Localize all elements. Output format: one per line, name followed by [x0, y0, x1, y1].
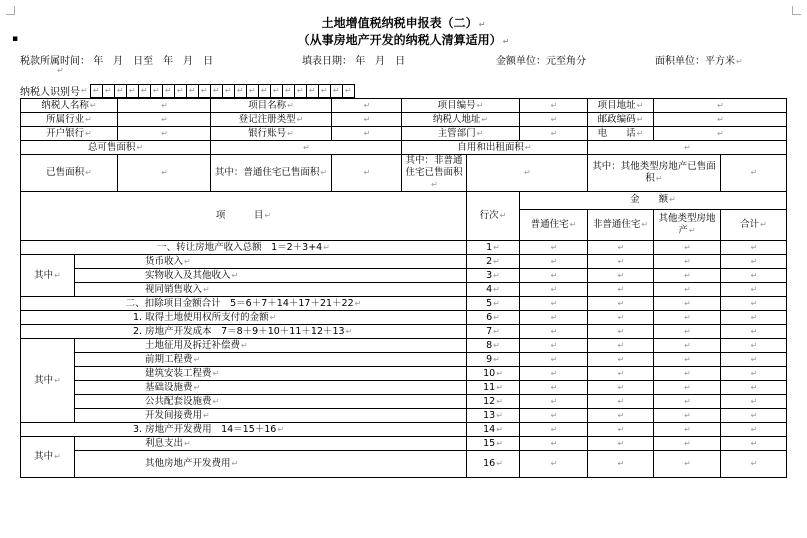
authority-field[interactable]: ↵ — [520, 127, 588, 141]
bank-field[interactable]: ↵ — [118, 127, 211, 141]
line-number: 14↵ — [467, 423, 520, 437]
amount-nonnormal-cell[interactable]: ↵ — [588, 423, 654, 437]
project-name-label: 项目名称↵ — [211, 99, 332, 113]
sold-normal-field[interactable]: ↵ — [332, 155, 402, 192]
project-addr-label: 项目地址↵ — [588, 99, 654, 113]
taxpayer-id-cell[interactable]: ↵ — [283, 84, 295, 98]
column-nonnormal: 非普通住宅↵ — [588, 209, 654, 240]
row-item: 视同销售收入↵ — [75, 283, 467, 297]
table-row — [21, 339, 787, 353]
taxpayer-id-cell[interactable]: ↵ — [307, 84, 319, 98]
amount-nonnormal-cell[interactable]: ↵ — [588, 437, 654, 451]
taxpayer-id-cell[interactable]: ↵ — [319, 84, 331, 98]
amount-unit: 金额单位：元至角分 — [496, 56, 586, 67]
amount-nonnormal-cell[interactable]: ↵ — [588, 325, 654, 339]
amount-other-cell[interactable]: ↵ — [654, 297, 721, 311]
amount-total-cell[interactable]: ↵ — [721, 269, 787, 283]
amount-total-cell[interactable]: ↵ — [721, 437, 787, 451]
authority-label: 主管部门↵ — [402, 127, 520, 141]
amount-normal-cell[interactable]: ↵ — [520, 339, 588, 353]
row-item: 2. 房地产开发成本 7＝8＋9＋10＋11＋12＋13↵ — [21, 325, 467, 339]
line-number: 7↵ — [467, 325, 520, 339]
header-row-2 — [21, 113, 787, 127]
amount-normal-cell[interactable]: ↵ — [520, 255, 588, 269]
taxpayer-id-cell[interactable]: ↵ — [223, 84, 235, 98]
column-header-row-1 — [21, 192, 787, 210]
sold-area-label: 已售面积↵ — [21, 155, 118, 192]
amount-normal-cell[interactable]: ↵ — [520, 353, 588, 367]
table-row — [21, 297, 787, 311]
line-number: 1↵ — [467, 241, 520, 255]
account-label: 银行账号↵ — [211, 127, 332, 141]
amount-other-cell[interactable]: ↵ — [654, 395, 721, 409]
amount-total-cell[interactable]: ↵ — [721, 381, 787, 395]
amount-nonnormal-cell[interactable]: ↵ — [588, 395, 654, 409]
amount-other-cell[interactable]: ↵ — [654, 255, 721, 269]
form-subtitle: （从事房地产开发的纳税人清算适用）↵ — [297, 33, 510, 47]
sold-other-field[interactable]: ↵ — [721, 155, 787, 192]
group-label: 其中↵ — [21, 437, 75, 478]
taxpayer-id-cell[interactable]: ↵ — [235, 84, 247, 98]
taxpayer-id-cell[interactable]: ↵ — [343, 84, 355, 98]
amount-nonnormal-cell[interactable]: ↵ — [588, 241, 654, 255]
taxpayer-id-cell[interactable]: ↵ — [151, 84, 163, 98]
tax-return-table — [20, 98, 787, 478]
project-no-field[interactable]: ↵ — [520, 99, 588, 113]
amount-total-cell[interactable]: ↵ — [721, 409, 787, 423]
line-number: 16↵ — [467, 451, 520, 478]
amount-other-cell[interactable]: ↵ — [654, 423, 721, 437]
amount-normal-cell[interactable]: ↵ — [520, 437, 588, 451]
amount-nonnormal-cell[interactable]: ↵ — [588, 283, 654, 297]
amount-total-cell[interactable]: ↵ — [721, 241, 787, 255]
taxpayer-id-label: 纳税人识别号 — [20, 87, 80, 98]
amount-other-cell[interactable]: ↵ — [654, 325, 721, 339]
reg-type-field[interactable]: ↵ — [332, 113, 402, 127]
table-row — [21, 311, 787, 325]
project-addr-field[interactable]: ↵ — [654, 99, 787, 113]
amount-other-cell[interactable]: ↵ — [654, 241, 721, 255]
bullet-mark: ▪ — [12, 34, 19, 44]
amount-total-cell[interactable]: ↵ — [721, 283, 787, 297]
fill-date-label: 填表日期： — [302, 56, 352, 67]
area-row-1 — [21, 141, 787, 155]
line-number: 6↵ — [467, 311, 520, 325]
amount-normal-cell[interactable]: ↵ — [520, 395, 588, 409]
row-item: 前期工程费↵ — [75, 353, 467, 367]
bank-label: 开户银行↵ — [21, 127, 118, 141]
taxpayer-id-cell[interactable]: ↵ — [175, 84, 187, 98]
table-row — [21, 241, 787, 255]
row-item: 实物收入及其他收入↵ — [75, 269, 467, 283]
table-row — [21, 409, 787, 423]
amount-nonnormal-cell[interactable]: ↵ — [588, 269, 654, 283]
table-row — [21, 353, 787, 367]
row-item: 1. 取得土地使用权所支付的金额↵ — [21, 311, 467, 325]
amount-nonnormal-cell[interactable]: ↵ — [588, 311, 654, 325]
sold-area-field[interactable]: ↵ — [118, 155, 211, 192]
amount-total-cell[interactable]: ↵ — [721, 297, 787, 311]
column-line: 行次↵ — [467, 192, 520, 241]
row-item: 3. 房地产开发费用 14＝15＋16↵ — [21, 423, 467, 437]
table-row — [21, 437, 787, 451]
line-number: 8↵ — [467, 339, 520, 353]
line-number: 13↵ — [467, 409, 520, 423]
amount-normal-cell[interactable]: ↵ — [520, 409, 588, 423]
amount-normal-cell[interactable]: ↵ — [520, 367, 588, 381]
taxpayer-id-cells[interactable] — [90, 84, 355, 98]
row-item: 土地征用及拆迁补偿费↵ — [75, 339, 467, 353]
phone-field[interactable]: ↵ — [654, 127, 787, 141]
amount-total-cell[interactable]: ↵ — [721, 339, 787, 353]
amount-nonnormal-cell[interactable]: ↵ — [588, 367, 654, 381]
amount-normal-cell[interactable]: ↵ — [520, 423, 588, 437]
amount-nonnormal-cell[interactable]: ↵ — [588, 297, 654, 311]
amount-nonnormal-cell[interactable]: ↵ — [588, 381, 654, 395]
taxpayer-id-cell[interactable]: ↵ — [139, 84, 151, 98]
row-item: 开发间接费用↵ — [75, 409, 467, 423]
taxpayer-id-cell[interactable]: ↵ — [90, 84, 103, 98]
amount-normal-cell[interactable]: ↵ — [520, 381, 588, 395]
line-number: 12↵ — [467, 395, 520, 409]
sold-nonnormal-field[interactable]: ↵ — [467, 155, 588, 192]
line-number: 10↵ — [467, 367, 520, 381]
amount-other-cell[interactable]: ↵ — [654, 381, 721, 395]
form-title: 土地增值税纳税申报表（二）↵ — [321, 16, 486, 30]
amount-normal-cell[interactable]: ↵ — [520, 311, 588, 325]
column-normal: 普通住宅↵ — [520, 209, 588, 240]
line-number: 3↵ — [467, 269, 520, 283]
amount-nonnormal-cell[interactable]: ↵ — [588, 409, 654, 423]
amount-other-cell[interactable]: ↵ — [654, 339, 721, 353]
amount-total-cell[interactable]: ↵ — [721, 353, 787, 367]
table-row — [21, 423, 787, 437]
taxpayer-id-cell[interactable]: ↵ — [295, 84, 307, 98]
taxpayer-id-cell[interactable]: ↵ — [271, 84, 283, 98]
taxpayer-id-cell[interactable]: ↵ — [331, 84, 343, 98]
amount-normal-cell[interactable]: ↵ — [520, 451, 588, 478]
row-item: 其他房地产开发费用↵ — [75, 451, 467, 478]
reg-type-label: 登记注册类型↵ — [211, 113, 332, 127]
table-row — [21, 381, 787, 395]
amount-total-cell[interactable]: ↵ — [721, 367, 787, 381]
taxpayer-name-field[interactable]: ↵ — [118, 99, 211, 113]
row-item: 基础设施费↵ — [75, 381, 467, 395]
amount-other-cell[interactable]: ↵ — [654, 283, 721, 297]
amount-nonnormal-cell[interactable]: ↵ — [588, 451, 654, 478]
taxpayer-id-cell[interactable]: ↵ — [103, 84, 115, 98]
table-row — [21, 395, 787, 409]
taxpayer-id-cell[interactable]: ↵ — [211, 84, 223, 98]
taxpayer-name-label: 纳税人名称↵ — [21, 99, 118, 113]
group-label: 其中↵ — [21, 339, 75, 423]
taxpayer-id-cell[interactable]: ↵ — [259, 84, 271, 98]
header-row-1 — [21, 99, 787, 113]
taxpayer-id-cell[interactable]: ↵ — [247, 84, 259, 98]
row-item: 二、扣除项目金额合计 5＝6＋7＋14＋17＋21＋22↵ — [21, 297, 467, 311]
column-other: 其他类型房地产↵ — [654, 209, 721, 240]
sold-other-label: 其中：其他类型房地产已售面积↵ — [588, 155, 721, 192]
tax-period — [20, 52, 213, 67]
taxpayer-id-cell[interactable]: ↵ — [187, 84, 199, 98]
fill-date-value[interactable]: 年 月 日 — [355, 56, 406, 67]
table-row — [21, 451, 787, 478]
row-item: 公共配套设施费↵ — [75, 395, 467, 409]
amount-other-cell[interactable]: ↵ — [654, 311, 721, 325]
amount-total-cell[interactable]: ↵ — [721, 311, 787, 325]
amount-nonnormal-cell[interactable]: ↵ — [588, 353, 654, 367]
taxpayer-addr-field[interactable]: ↵ — [520, 113, 588, 127]
industry-field[interactable]: ↵ — [118, 113, 211, 127]
header-row-3 — [21, 127, 787, 141]
column-total: 合计↵ — [721, 209, 787, 240]
taxpayer-id-cell[interactable]: ↵ — [115, 84, 127, 98]
project-no-label: 项目编号↵ — [402, 99, 520, 113]
postcode-field[interactable]: ↵ — [654, 113, 787, 127]
amount-total-cell[interactable]: ↵ — [721, 451, 787, 478]
amount-normal-cell[interactable]: ↵ — [520, 325, 588, 339]
line-number: 2↵ — [467, 255, 520, 269]
table-row — [21, 367, 787, 381]
amount-other-cell[interactable]: ↵ — [654, 353, 721, 367]
industry-label: 所属行业↵ — [21, 113, 118, 127]
account-field[interactable]: ↵ — [332, 127, 402, 141]
amount-normal-cell[interactable]: ↵ — [520, 297, 588, 311]
amount-normal-cell[interactable]: ↵ — [520, 269, 588, 283]
postcode-label: 邮政编码↵ — [588, 113, 654, 127]
row-item: 建筑安装工程费↵ — [75, 367, 467, 381]
taxpayer-id-cell[interactable]: ↵ — [163, 84, 175, 98]
empty-paragraph-mark: ↵ — [57, 66, 64, 75]
fill-date — [302, 52, 405, 67]
tax-period-label: 税款所属时间： — [20, 56, 90, 67]
line-number: 5↵ — [467, 297, 520, 311]
amount-total-cell[interactable]: ↵ — [721, 325, 787, 339]
line-number: 15↵ — [467, 437, 520, 451]
line-number: 4↵ — [467, 283, 520, 297]
amount-nonnormal-cell[interactable]: ↵ — [588, 255, 654, 269]
taxpayer-addr-label: 纳税人地址↵ — [402, 113, 520, 127]
tax-period-value[interactable]: 年 月 日至 年 月 日 — [93, 56, 214, 67]
column-amount: 金 额↵ — [520, 192, 787, 210]
phone-label: 电 话↵ — [588, 127, 654, 141]
amount-other-cell[interactable]: ↵ — [654, 367, 721, 381]
total-sale-area-label: 总可售面积↵ — [21, 141, 211, 155]
row-item: 一、转让房地产收入总额 1＝2＋3+4↵ — [21, 241, 467, 255]
line-number: 9↵ — [467, 353, 520, 367]
taxpayer-id-cell[interactable]: ↵ — [127, 84, 139, 98]
amount-total-cell[interactable]: ↵ — [721, 423, 787, 437]
group-label: 其中↵ — [21, 255, 75, 297]
self-rent-area-field[interactable]: ↵ — [588, 141, 787, 155]
table-row — [21, 283, 787, 297]
area-unit: 面积单位：平方米↵ — [655, 56, 743, 67]
line-number: 11↵ — [467, 381, 520, 395]
amount-normal-cell[interactable]: ↵ — [520, 241, 588, 255]
area-row-2 — [21, 155, 787, 192]
amount-other-cell[interactable]: ↵ — [654, 409, 721, 423]
amount-nonnormal-cell[interactable]: ↵ — [588, 339, 654, 353]
table-row — [21, 255, 787, 269]
column-item: 项 目↵ — [21, 192, 467, 241]
row-item: 利息支出↵ — [75, 437, 467, 451]
amount-normal-cell[interactable]: ↵ — [520, 283, 588, 297]
self-rent-area-label: 自用和出租面积↵ — [402, 141, 588, 155]
project-name-field[interactable]: ↵ — [332, 99, 402, 113]
amount-other-cell[interactable]: ↵ — [654, 437, 721, 451]
table-row — [21, 325, 787, 339]
total-sale-area-field[interactable]: ↵ — [211, 141, 402, 155]
taxpayer-id-cell[interactable]: ↵ — [199, 84, 211, 98]
taxpayer-id-row: 纳税人识别号 ↵ ↵ ↵ ↵ ↵ ↵ ↵ ↵ ↵ ↵ ↵ ↵ ↵ ↵ ↵ ↵ ↵ ↵ ↵ ↵ ↵ ↵ ↵ — [20, 83, 355, 98]
amount-other-cell[interactable]: ↵ — [654, 269, 721, 283]
sold-nonnormal-label: 其中：非普通住宅已售面积↵ — [402, 155, 467, 192]
amount-other-cell[interactable]: ↵ — [654, 451, 721, 478]
sold-normal-label: 其中：普通住宅已售面积↵ — [211, 155, 332, 192]
amount-total-cell[interactable]: ↵ — [721, 395, 787, 409]
row-item: 货币收入↵ — [75, 255, 467, 269]
table-row — [21, 269, 787, 283]
amount-total-cell[interactable]: ↵ — [721, 255, 787, 269]
